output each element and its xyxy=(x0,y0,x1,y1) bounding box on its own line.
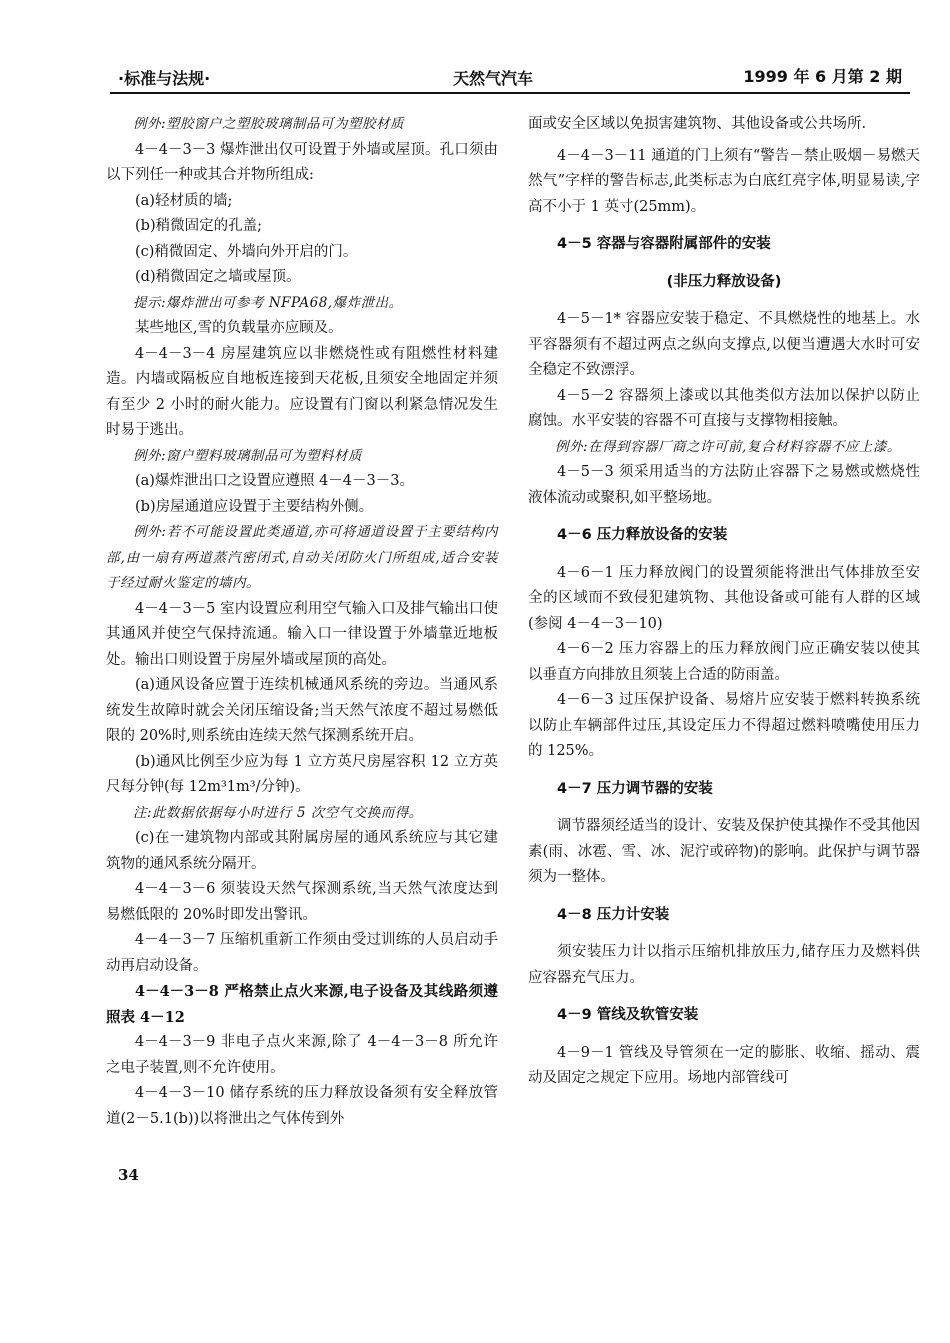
clause-4-6-1: 4－6－1 压力释放阀门的设置须能将泄出气体排放至安全的区域而不致侵犯建筑物、其他设备或可能有人群的区域(参阅 4－4－3－10) xyxy=(528,564,920,632)
clause-4-4-3-4: 4－4－3－4 房屋建筑应以非燃烧性或有阻燃性材料建造。内墙或隔板应自地板连接到天花板,且须安全地固定并须有至少 2 小时的耐火能力。应设置有门窗以利紧急情况发生时易于逃出。 xyxy=(106,345,498,438)
section-heading-4-6: 4－6 压力释放设备的安装 xyxy=(557,527,728,543)
clause-4-4-3-5: 4－4－3－5 室内设置应利用空气输入口及排气输出口使其通风并使空气保持流通。输入口一律设置于外墙靠近地板处。输出口则设置于房屋外墙或屋顶的高处。 xyxy=(106,600,498,668)
clause-4-4-3-3: 4－4－3－3 爆炸泄出仅可设置于外墙或屋顶。孔口须由以下列任一种或其合并物所组成: xyxy=(106,141,498,183)
header-issue: 1999 年 6 月第 2 期 xyxy=(743,67,902,86)
list-item: (d)稍微固定之墙或屋顶。 xyxy=(135,269,301,285)
note-exception: 例外:在得到容器厂商之许可前,复合材料容器不应上漆。 xyxy=(555,438,901,455)
clause-4-6-3: 4－6－3 过压保护设备、易熔片应安装于燃料转换系统以防止车辆部件过压,其设定压力不得超过燃料喷嘴使用压力的 125%。 xyxy=(528,692,920,759)
clause-4-5-2: 4－5－2 容器须上漆或以其他类似方法加以保护以防止腐蚀。水平安装的容器不可直接与支撑物相接触。 xyxy=(528,387,920,429)
paragraph: 须安装压力计以指示压缩机排放压力,储存压力及燃料供应容器充气压力。 xyxy=(528,944,920,986)
list-item: (a)通风设备应置于连续机械通风系统的旁边。当通风系统发生故障时就会关闭压缩设备;当天然气浓度不超过易燃低限的 20%时,则系统由连续天然气探测系统开启。 xyxy=(106,677,498,744)
list-item: (c)在一建筑物内部或其附属房屋的通风系统应与其它建筑物的通风系统分隔开。 xyxy=(106,830,498,872)
note-hint: 提示:爆炸泄出可参考 NFPA68,爆炸泄出。 xyxy=(133,294,403,311)
section-heading-4-7: 4－7 压力调节器的安装 xyxy=(557,780,713,797)
section-heading-4-9: 4－9 管线及软管安装 xyxy=(557,1007,699,1023)
left-column xyxy=(106,112,498,1132)
section-subheading: (非压力释放设备) xyxy=(666,273,782,290)
note-remark: 注:此数据依据每小时进行 5 次空气交换而得。 xyxy=(133,804,423,821)
clause-4-9-1: 4－9－1 管线及导管须在一定的膨胀、收缩、摇动、震动及固定之规定下应用。场地内部管线可 xyxy=(528,1044,920,1086)
running-header xyxy=(118,62,902,90)
section-heading-4-8: 4－8 压力计安装 xyxy=(557,906,670,923)
list-item: (c)稍微固定、外墙向外开启的门。 xyxy=(135,243,358,260)
clause-4-5-1: 4－5－1* 容器应安装于稳定、不具燃烧性的地基上。水平容器须有不超过两点之纵向支撑点,以便当遭遇大水时可安全稳定不致漂浮。 xyxy=(528,311,920,378)
clause-4-4-3-8: 4－4－3－8 严格禁止点火来源,电子设备及其线路须遵照表 4－12 xyxy=(106,983,498,1026)
clause-4-4-3-10: 4－4－3－10 储存系统的压力释放设备须有安全释放管道(2－5.1(b))以将泄出之气体传到外 xyxy=(106,1085,498,1127)
paragraph: 调节器须经适当的设计、安装及保护使其操作不受其他因素(雨、冰雹、雪、冰、泥泞或碎物)的影响。此保护与调节器须为一整体。 xyxy=(528,818,920,885)
clause-4-4-3-11: 4－4－3－11 通道的门上须有“警告－禁止吸烟－易燃天然气”字样的警告标志,此类标志为白底红亮字体,明显易读,字高不小于 1 英寸(25mm)。 xyxy=(528,147,920,215)
list-item: (a)轻材质的墙; xyxy=(135,192,233,209)
header-rule xyxy=(110,92,910,94)
header-journal-title: 天然气汽车 xyxy=(453,69,534,88)
clause-4-4-3-6: 4－4－3－6 须装设天然气探测系统,当天然气浓度达到易燃低限的 20%时即发出警讯。 xyxy=(106,881,498,923)
clause-4-4-3-9: 4－4－3－9 非电子点火来源,除了 4－4－3－8 所允许之电子装置,则不允许使用。 xyxy=(106,1034,498,1076)
list-item: (b)房屋通道应设置于主要结构外侧。 xyxy=(135,498,374,515)
note-exception: 例外:若不可能设置此类通道,亦可将通道设置于主要结构内部,由一扇有两道蒸汽密闭式,自动关闭防火门所组成,适合安装于经过耐火鉴定的墙内。 xyxy=(106,524,498,591)
list-item: (b)通风比例至少应为每 1 立方英尺房屋容积 12 立方英尺每分钟(每 12m³1m³/分钟)。 xyxy=(106,753,498,795)
page-number: 34 xyxy=(118,1166,139,1184)
section-heading-4-5: 4－5 容器与容器附属部件的安装 xyxy=(557,236,771,252)
right-column xyxy=(528,112,920,1092)
note-exception: 例外:塑胶窗户之塑胶玻璃制品可为塑胶材质 xyxy=(133,116,405,132)
paragraph: 某些地区,雪的负载量亦应顾及。 xyxy=(135,320,343,336)
paragraph-continued: 面或安全区域以免损害建筑物、其他设备或公共场所. xyxy=(528,116,867,132)
header-section: ·标准与法规· xyxy=(118,69,211,88)
clause-4-5-3: 4－5－3 须采用适当的方法防止容器下之易燃或燃烧性液体流动或聚积,如平整场地。 xyxy=(528,464,920,506)
clause-4-6-2: 4－6－2 压力容器上的压力释放阀门应正确安装以使其以垂直方向排放且须装上合适的防雨盖。 xyxy=(528,641,920,683)
note-exception: 例外:窗户塑料玻璃制品可为塑料材质 xyxy=(133,447,363,464)
clause-4-4-3-7: 4－4－3－7 压缩机重新工作须由受过训练的人员启动手动再启动设备。 xyxy=(106,932,498,974)
list-item: (a)爆炸泄出口之设置应遵照 4－4－3－3。 xyxy=(135,473,414,489)
list-item: (b)稍微固定的孔盖; xyxy=(135,218,262,234)
